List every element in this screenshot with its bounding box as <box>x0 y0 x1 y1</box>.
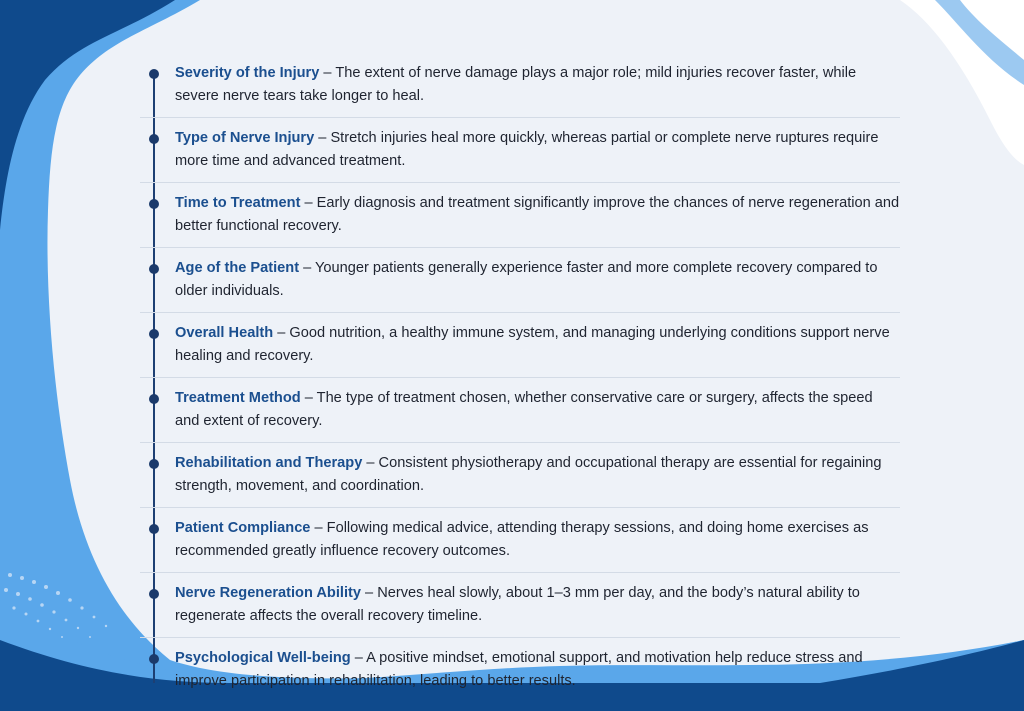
list-item <box>140 62 900 118</box>
item-description: – A positive mindset, emotional support, and motivation help reduce stress and improve participation in rehabilitation, leading to better results. <box>175 650 863 689</box>
bullet-dot <box>149 589 159 599</box>
bullet-dot <box>149 459 159 469</box>
bullet-dot <box>149 264 159 274</box>
item-description: – Consistent physiotherapy and occupational therapy are essential for regaining strength, movement, and coordination. <box>175 455 882 494</box>
list-item <box>140 192 900 248</box>
list-item <box>140 452 900 508</box>
bullet-dot <box>149 134 159 144</box>
item-description: – Nerves heal slowly, about 1–3 mm per day, and the body’s natural ability to regenerate affects the overall recovery timeline. <box>175 585 860 624</box>
item-title: Age of the Patient <box>175 260 300 276</box>
item-title: Treatment Method <box>175 390 301 406</box>
item-description: – Good nutrition, a healthy immune system, and managing underlying conditions support nerve healing and recovery. <box>175 325 890 364</box>
list-item <box>140 257 900 313</box>
list-item <box>140 387 900 443</box>
list-item <box>140 322 900 378</box>
item-title: Type of Nerve Injury <box>175 130 315 146</box>
bullet-dot <box>149 524 159 534</box>
item-title: Nerve Regeneration Ability <box>175 585 361 601</box>
item-description: – The type of treatment chosen, whether conservative care or surgery, affects the speed and extent of recovery. <box>175 390 873 429</box>
item-description: – Following medical advice, attending therapy sessions, and doing home exercises as recommended greatly influence recovery outcomes. <box>175 520 869 559</box>
item-title: Psychological Well-being <box>175 650 351 666</box>
list-item <box>140 582 900 638</box>
item-title: Severity of the Injury <box>175 65 320 81</box>
item-title: Overall Health <box>175 325 274 341</box>
bullet-dot <box>149 329 159 339</box>
bullet-dot <box>149 69 159 79</box>
item-description: – Stretch injuries heal more quickly, whereas partial or complete nerve ruptures require more time and advanced treatment. <box>175 130 879 169</box>
item-title: Rehabilitation and Therapy <box>175 455 363 471</box>
bullet-dot <box>149 394 159 404</box>
item-description: – The extent of nerve damage plays a major role; mild injuries recover faster, while severe nerve tears take longer to heal. <box>175 65 857 104</box>
list-item <box>140 517 900 573</box>
factors-list <box>140 62 900 711</box>
list-item <box>140 647 900 702</box>
item-description: – Younger patients generally experience faster and more complete recovery compared to older individuals. <box>175 260 878 299</box>
item-title: Patient Compliance <box>175 520 311 536</box>
bullet-dot <box>149 199 159 209</box>
list-item <box>140 127 900 183</box>
bullet-dot <box>149 654 159 664</box>
item-description: – Early diagnosis and treatment significantly improve the chances of nerve regeneration and better functional recovery. <box>175 195 900 234</box>
item-title: Time to Treatment <box>175 195 301 211</box>
